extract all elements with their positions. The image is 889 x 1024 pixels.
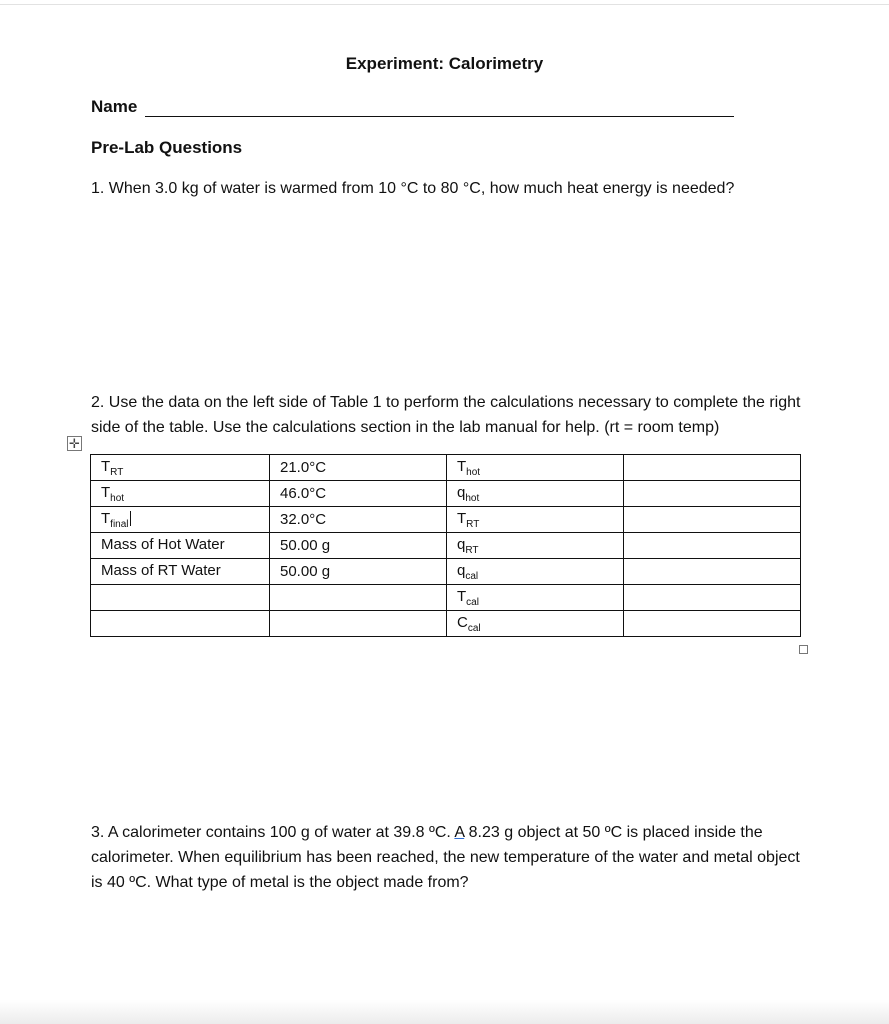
cell-calc-label-subscript: hot bbox=[466, 466, 481, 478]
cell-given-value[interactable] bbox=[270, 481, 447, 507]
cell-given-label-text: T bbox=[101, 509, 111, 527]
cell-calc-answer[interactable] bbox=[624, 533, 801, 559]
cell-given-label[interactable] bbox=[91, 533, 270, 559]
cell-given-value-text: 32.0°C bbox=[280, 511, 327, 528]
page-title: Experiment: Calorimetry bbox=[345, 54, 544, 73]
cell-given-label-subscript: RT bbox=[110, 466, 124, 478]
cell-calc-label-subscript: RT bbox=[465, 544, 479, 556]
section-heading: Pre-Lab Questions bbox=[91, 138, 243, 157]
cell-given-label-text: Mass of Hot Water bbox=[101, 535, 225, 553]
question-3-text-b: 8.23 g object at 50 ºC is placed inside the calorimeter. When equilibrium has been reached, the new temperature of the water and metal object is 40 ºC. What type of metal is the object made from? bbox=[91, 824, 800, 891]
table-row bbox=[91, 611, 801, 637]
cell-given-label[interactable] bbox=[91, 481, 270, 507]
cell-calc-answer[interactable] bbox=[624, 507, 801, 533]
cell-calc-label-text: q bbox=[457, 483, 466, 501]
cell-calc-label-text: q bbox=[457, 535, 466, 553]
cell-given-label[interactable] bbox=[91, 455, 270, 481]
cell-given-value-text: 46.0°C bbox=[280, 485, 327, 502]
cell-calc-label[interactable] bbox=[447, 455, 624, 481]
cell-given-label-subscript: hot bbox=[110, 492, 125, 504]
cell-calc-label[interactable] bbox=[447, 481, 624, 507]
cell-given-value-text: 50.00 g bbox=[280, 563, 331, 580]
window-top-rule bbox=[0, 4, 889, 5]
question-3-text-a: 3. A calorimeter contains 100 g of water at 39.8 ºC. bbox=[91, 824, 455, 841]
cell-given-value[interactable] bbox=[270, 611, 447, 637]
table-row bbox=[91, 455, 801, 481]
cell-calc-label-subscript: cal bbox=[465, 570, 479, 582]
cell-calc-label[interactable] bbox=[447, 533, 624, 559]
window-bottom-edge bbox=[0, 1000, 889, 1024]
cell-calc-label-text: T bbox=[457, 509, 467, 527]
cell-calc-label-subscript: RT bbox=[466, 518, 480, 530]
cell-given-value-text: 21.0°C bbox=[280, 459, 327, 476]
cell-given-value[interactable] bbox=[270, 585, 447, 611]
table-row bbox=[91, 533, 801, 559]
cell-calc-answer[interactable] bbox=[624, 559, 801, 585]
cell-calc-label-text: T bbox=[457, 457, 467, 475]
cell-calc-label[interactable] bbox=[447, 611, 624, 637]
cell-calc-label-subscript: cal bbox=[466, 596, 479, 608]
cell-calc-label-text: T bbox=[457, 587, 467, 605]
cell-given-value[interactable] bbox=[270, 533, 447, 559]
table-row bbox=[91, 481, 801, 507]
cell-given-value-text: 50.00 g bbox=[280, 537, 331, 554]
cell-given-label-text: T bbox=[101, 457, 111, 475]
cell-calc-label-text: q bbox=[457, 561, 466, 579]
cell-given-label[interactable] bbox=[91, 559, 270, 585]
table-row bbox=[91, 507, 801, 533]
cell-calc-label-subscript: cal bbox=[467, 622, 481, 634]
cell-given-label-subscript: final bbox=[110, 518, 129, 530]
table-move-handle-icon[interactable]: ✛ bbox=[67, 436, 82, 451]
cell-calc-answer[interactable] bbox=[624, 455, 801, 481]
cell-calc-answer[interactable] bbox=[624, 585, 801, 611]
table-resize-handle-icon[interactable] bbox=[799, 645, 808, 654]
question-3-underlined-word: A bbox=[454, 824, 465, 841]
cell-given-label-text: T bbox=[101, 483, 111, 501]
cell-given-label-text: Mass of RT Water bbox=[101, 561, 221, 579]
question-3 bbox=[91, 820, 811, 895]
table-row bbox=[91, 559, 801, 585]
cell-calc-label[interactable] bbox=[447, 559, 624, 585]
table-row bbox=[91, 585, 801, 611]
cell-calc-label-subscript: hot bbox=[465, 492, 480, 504]
cell-given-label[interactable] bbox=[91, 507, 270, 533]
name-label: Name bbox=[91, 97, 138, 116]
cell-given-label[interactable] bbox=[91, 585, 270, 611]
cell-given-label[interactable] bbox=[91, 611, 270, 637]
question-2: 2. Use the data on the left side of Table 1 to perform the calculations necessary to complete the right side of the table. Use the calculations section in the lab manual for help. (rt = room temp) bbox=[91, 394, 801, 436]
cell-calc-label-text: C bbox=[457, 613, 468, 631]
data-table bbox=[90, 454, 801, 637]
cell-calc-label[interactable] bbox=[447, 585, 624, 611]
cell-given-value[interactable] bbox=[270, 559, 447, 585]
cell-calc-answer[interactable] bbox=[624, 481, 801, 507]
cell-given-value[interactable] bbox=[270, 455, 447, 481]
name-entry-line[interactable] bbox=[145, 116, 734, 117]
cell-given-value[interactable] bbox=[270, 507, 447, 533]
question-1: 1. When 3.0 kg of water is warmed from 10 °C to 80 °C, how much heat energy is needed? bbox=[91, 180, 735, 197]
cell-calc-answer[interactable] bbox=[624, 611, 801, 637]
cell-calc-label[interactable] bbox=[447, 507, 624, 533]
text-cursor bbox=[130, 511, 131, 526]
